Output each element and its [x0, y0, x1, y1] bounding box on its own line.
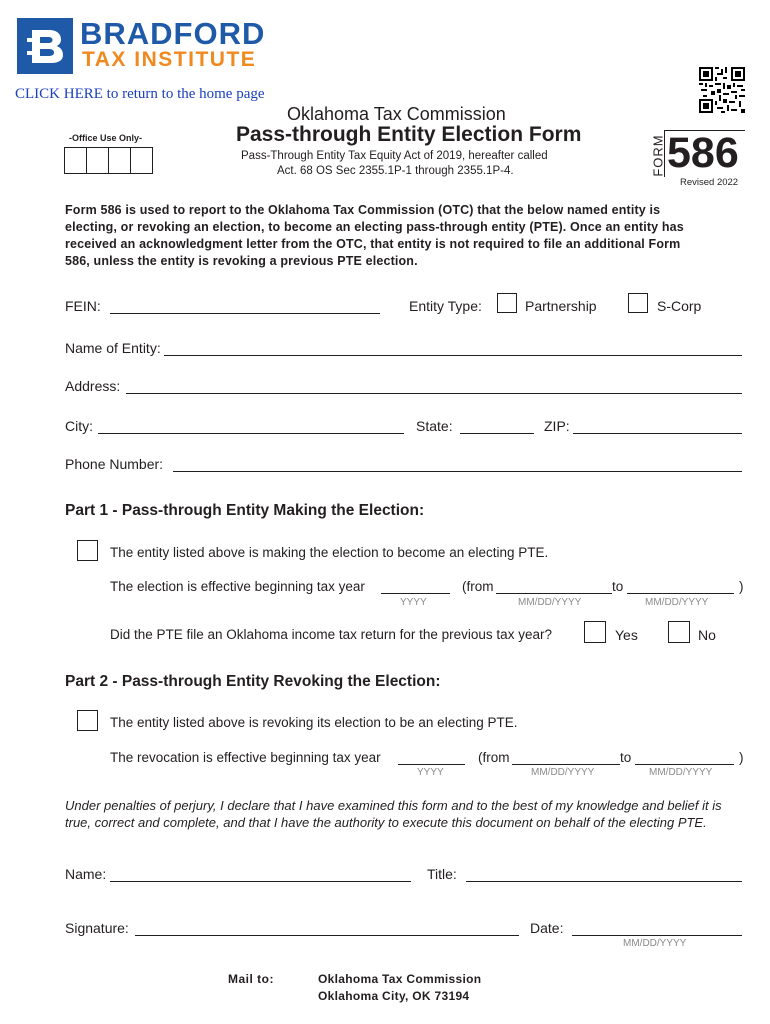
part1-close-paren: ) — [739, 579, 744, 594]
logo-mark-icon — [17, 18, 73, 74]
mail-to-label: Mail to: — [228, 972, 274, 986]
part2-close-paren: ) — [739, 750, 744, 765]
signature-date-field[interactable] — [572, 935, 742, 936]
zip-label: ZIP: — [544, 418, 570, 434]
address-label: Address: — [65, 378, 121, 394]
logo-name-line2: TAX INSTITUTE — [82, 48, 257, 71]
fein-field[interactable] — [110, 313, 380, 314]
part2-from-label: (from — [478, 750, 510, 765]
form-subtitle-line1: Pass-Through Entity Tax Equity Act of 2019, hereafter called — [241, 150, 548, 162]
agency-name: Oklahoma Tax Commission — [287, 104, 506, 124]
part2-from-date-field[interactable] — [512, 764, 620, 765]
phone-field[interactable] — [173, 471, 742, 472]
part1-from-hint: MM/DD/YYYY — [518, 597, 582, 608]
partnership-checkbox[interactable] — [497, 293, 517, 313]
intro-line: electing, or revoking an election, to become an electing pass-through entity (PTE). Once an entity has — [65, 220, 684, 234]
part2-revocation-checkbox[interactable] — [77, 710, 98, 731]
signer-title-label: Title: — [427, 866, 457, 882]
part1-election-checkbox[interactable] — [77, 540, 98, 561]
part2-to-hint: MM/DD/YYYY — [649, 767, 713, 778]
part2-to-label: to — [620, 750, 632, 765]
part2-year-hint: YYYY — [417, 767, 444, 778]
entity-type-label: Entity Type: — [409, 298, 482, 314]
zip-field[interactable] — [573, 433, 742, 434]
logo-name-line1: BRADFORD — [80, 16, 266, 51]
intro-line: 586, unless the entity is revoking a previous PTE election. — [65, 254, 418, 268]
mail-address-line2: Oklahoma City, OK 73194 — [318, 989, 470, 1003]
no-checkbox[interactable] — [668, 621, 690, 643]
part1-to-label: to — [612, 579, 624, 594]
signer-name-field[interactable] — [110, 881, 411, 882]
part2-heading: Part 2 - Pass-through Entity Revoking the Election: — [65, 673, 441, 690]
signer-title-field[interactable] — [466, 881, 742, 882]
part2-statement: The entity listed above is revoking its election to be an electing PTE. — [110, 715, 518, 730]
yes-label: Yes — [615, 627, 638, 643]
form-title: Pass-through Entity Election Form — [236, 123, 582, 146]
home-link[interactable]: CLICK HERE to return to the home page — [15, 86, 265, 102]
form-subtitle-line2: Act. 68 OS Sec 2355.1P-1 through 2355.1P-4. — [277, 165, 514, 177]
part1-from-label: (from — [462, 579, 494, 594]
signature-label: Signature: — [65, 920, 129, 936]
intro-line: received an acknowledgment letter from the OTC, that entity is not required to file an additional Form — [65, 237, 681, 251]
state-field[interactable] — [460, 433, 534, 434]
scorp-checkbox[interactable] — [628, 293, 648, 313]
part2-from-hint: MM/DD/YYYY — [531, 767, 595, 778]
declaration-line: Under penalties of perjury, I declare that I have examined this form and to the best of my knowledge and belief it is — [65, 798, 722, 813]
signature-field[interactable] — [135, 935, 519, 936]
part2-tax-year-field[interactable] — [398, 764, 465, 765]
declaration-line: true, correct and complete, and that I have the authority to execute this document on behalf of the electing PTE. — [65, 815, 707, 830]
part1-effective-label: The election is effective beginning tax year — [110, 579, 365, 594]
city-field[interactable] — [98, 433, 404, 434]
part2-to-date-field[interactable] — [635, 764, 734, 765]
part1-tax-year-field[interactable] — [381, 593, 450, 594]
part1-year-hint: YYYY — [400, 597, 427, 608]
form-number: 586 — [667, 129, 739, 177]
mail-address-line1: Oklahoma Tax Commission — [318, 972, 482, 986]
scorp-label: S-Corp — [657, 298, 702, 314]
form-word-vertical: FORM — [650, 134, 666, 177]
part1-statement: The entity listed above is making the election to become an electing PTE. — [110, 545, 549, 560]
part1-to-hint: MM/DD/YYYY — [645, 597, 709, 608]
part1-from-date-field[interactable] — [496, 593, 612, 594]
revised-date: Revised 2022 — [680, 177, 739, 188]
signature-date-hint: MM/DD/YYYY — [623, 938, 687, 949]
signature-date-label: Date: — [530, 920, 564, 936]
phone-label: Phone Number: — [65, 456, 164, 472]
state-label: State: — [416, 418, 453, 434]
part1-heading: Part 1 - Pass-through Entity Making the Election: — [65, 502, 425, 519]
no-label: No — [698, 627, 716, 643]
part2-effective-label: The revocation is effective beginning tax year — [110, 750, 381, 765]
signer-name-label: Name: — [65, 866, 107, 882]
city-label: City: — [65, 418, 93, 434]
address-field[interactable] — [126, 393, 742, 394]
qr-code-icon — [699, 67, 745, 113]
part1-to-date-field[interactable] — [627, 593, 734, 594]
entity-name-label: Name of Entity: — [65, 340, 161, 356]
fein-label: FEIN: — [65, 298, 101, 314]
partnership-label: Partnership — [525, 298, 597, 314]
entity-name-field[interactable] — [164, 355, 742, 356]
yes-checkbox[interactable] — [584, 621, 606, 643]
part1-question: Did the PTE file an Oklahoma income tax return for the previous tax year? — [110, 627, 552, 642]
office-use-label: -Office Use Only- — [69, 133, 143, 143]
intro-line: Form 586 is used to report to the Oklahoma Tax Commission (OTC) that the below named entity is — [65, 203, 661, 217]
